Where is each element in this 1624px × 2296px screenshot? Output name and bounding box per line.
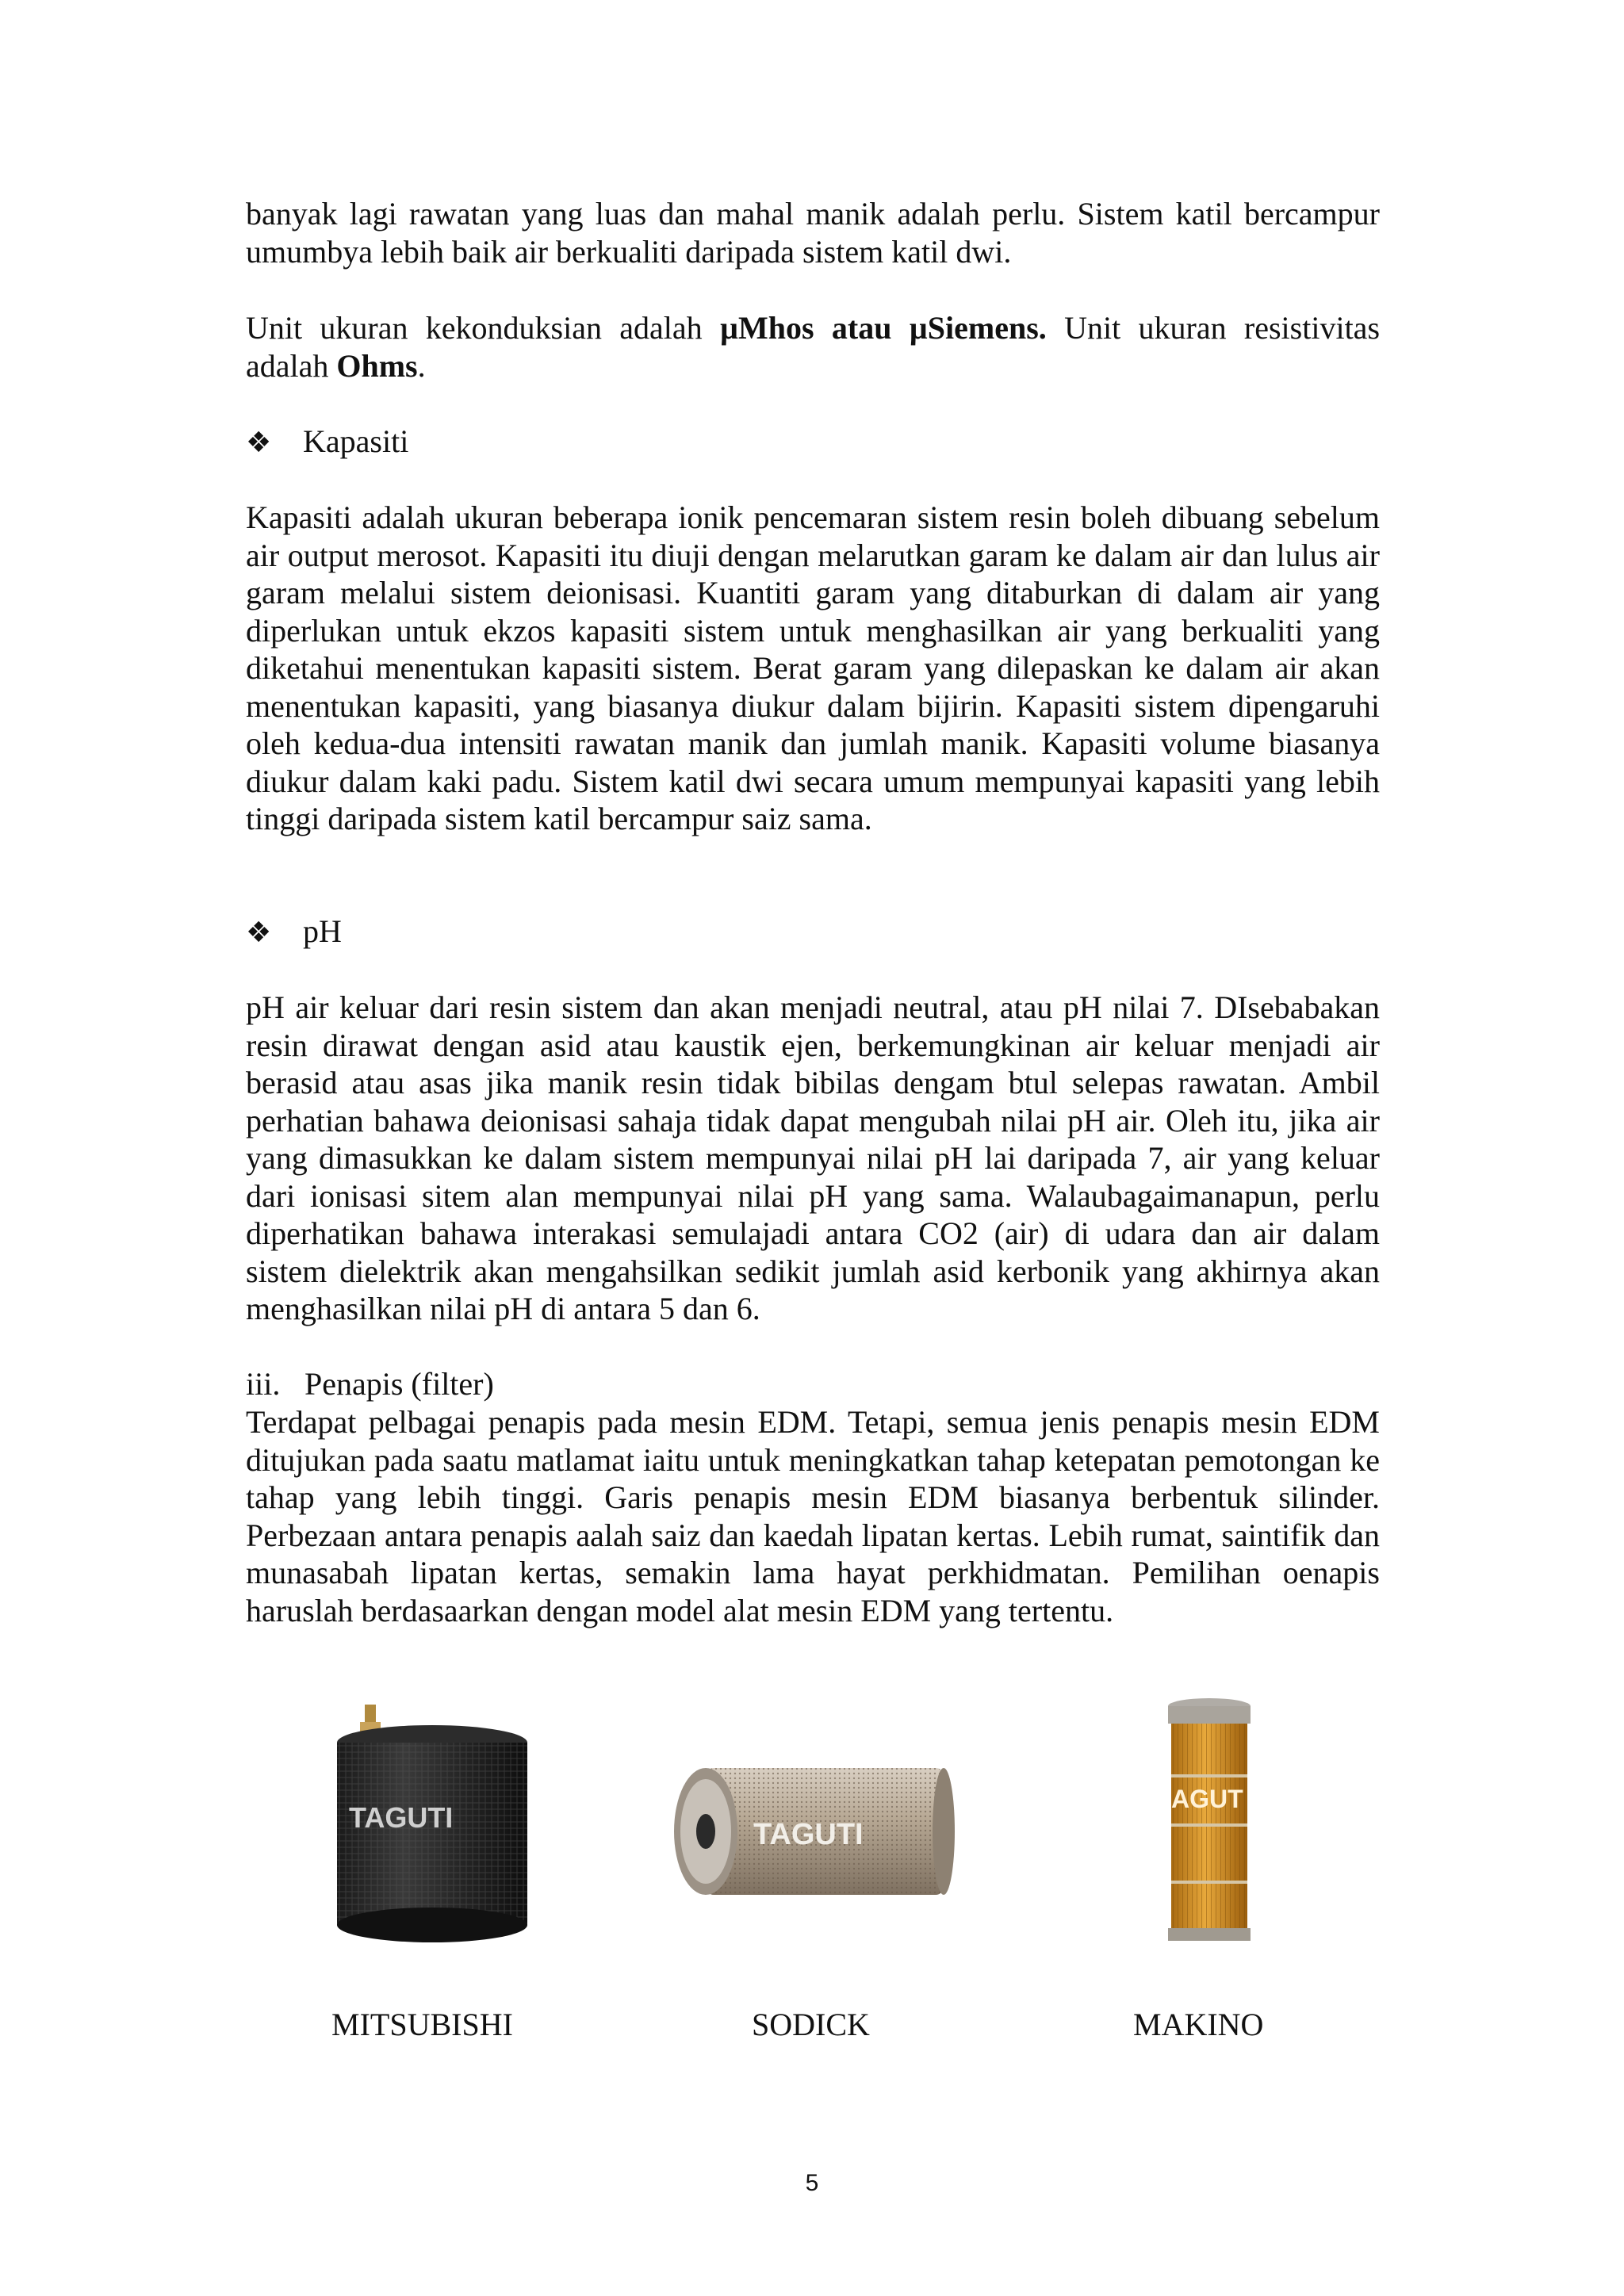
units-bold-conductivity: µMhos atau µSiemens. — [719, 310, 1047, 346]
brand-logo-text: TAGUTI — [349, 1801, 454, 1834]
brand-logo-text: AGUT — [1171, 1785, 1243, 1813]
paragraph-penapis: Terdapat pelbagai penapis pada mesin EDM. Tetapi, semua jenis penapis mesin EDM ditujukan pada saatu matlamat iaitu untuk meningkatkan tahap ketepatan pemotongan ke tahap yang lebih tinggi. Garis penapis mesin EDM biasanya berbentuk silinder. Perbezaan antara penapis aalah saiz dan kaedah lipatan kertas. Lebih rumat, saintifik dan munasabah lipatan kertas, semakin lama hayat perkhidmatan. Pemilihan oenapis haruslah berdasaarkan dengan model alat mesin EDM yang tertentu. — [246, 1404, 1380, 1628]
units-text-3: . — [417, 347, 426, 384]
units-text-2: Unit ukuran resistivitas adalah — [246, 310, 1381, 384]
ph-section — [246, 989, 1380, 1328]
intro-paragraph — [246, 195, 1380, 270]
page-number: 5 — [805, 2170, 819, 2196]
units-bold-ohms: Ohms — [336, 347, 418, 384]
kapasiti-section — [246, 499, 1380, 838]
brand-logo-text: TAGUTI — [753, 1818, 864, 1851]
caption-sodick: SODICK — [752, 2007, 870, 2042]
heading-ph-label: pH — [303, 913, 342, 949]
units-text-1: Unit ukuran kekonduksian adalah — [246, 310, 720, 346]
heading-penapis-number: iii. — [246, 1366, 281, 1402]
units-paragraph — [246, 309, 1380, 385]
paragraph-units — [246, 309, 1380, 385]
sodick-filter-image — [666, 1752, 967, 1911]
paragraph-kapasiti: Kapasiti adalah ukuran beberapa ionik pencemaran sistem resin boleh dibuang sebelum air output merosot. Kapasiti itu diuji dengan melarutkan garam ke dalam air dan lulus air garam melalui sistem deionisasi. Kuantiti garam yang ditaburkan di dalam air yang diperlukan untuk ekzos kapasiti sistem untuk menghasilkan air yang berkualiti yang diketahui menentukan kapasiti sistem. Berat garam yang dilepaskan ke dalam air akan menentukan kapasiti, yang biasanya diukur dalam bijirin. Kapasiti sistem dipengaruhi oleh kedua-dua intensiti rawatan manik dan jumlah manik. Kapasiti volume biasanya diukur dalam kaki padu. Sistem katil dwi secara umum mempunyai kapasiti yang lebih tinggi daripada sistem katil bercampur saiz sama. — [246, 499, 1380, 836]
makino-filter-image — [1154, 1697, 1265, 1950]
diamond-bullet-icon: ❖ — [246, 427, 272, 459]
paragraph-ph: pH air keluar dari resin sistem dan akan menjadi neutral, atau pH nilai 7. DIsebabakan resin dirawat dengan asid atau kaustik ejen, berkemungkinan air keluar menjadi air berasid atau asas jika manik resin tidak bibilas dengam btul selepas rawatan. Ambil perhatian bahawa deionisasi sahaja tidak dapat mengubah nilai pH air. Oleh itu, jika air yang dimasukkan ke dalam sistem mempunyai nilai pH lai daripada 7, air yang keluar dari ionisasi sitem alan mempunyai nilai pH yang sama. Walaubagaimanapun, perlu diperhatikan bahawa interakasi semulajadi antara CO2 (air) di udara dan air dalam sistem dielektrik akan mengahsilkan sedikit jumlah asid kerbonik yang akhirnya akan menghasilkan nilai pH di antara 5 dan 6. — [246, 989, 1380, 1326]
caption-makino: MAKINO — [1133, 2007, 1264, 2042]
paragraph-mixed-bed: banyak lagi rawatan yang luas dan mahal manik adalah perlu. Sistem katil bercampur umumbya lebih baik air berkualiti daripada sistem katil dwi. — [246, 196, 1380, 270]
caption-mitsubishi: MITSUBISHI — [331, 2007, 513, 2042]
heading-kapasiti — [246, 423, 408, 462]
heading-penapis-label: Penapis (filter) — [304, 1366, 494, 1402]
heading-penapis — [246, 1365, 494, 1403]
penapis-section — [246, 1403, 1380, 1629]
mitsubishi-filter-image — [317, 1705, 547, 1958]
heading-ph — [246, 913, 342, 952]
diamond-bullet-icon: ❖ — [246, 916, 272, 949]
heading-kapasiti-label: Kapasiti — [303, 423, 409, 459]
